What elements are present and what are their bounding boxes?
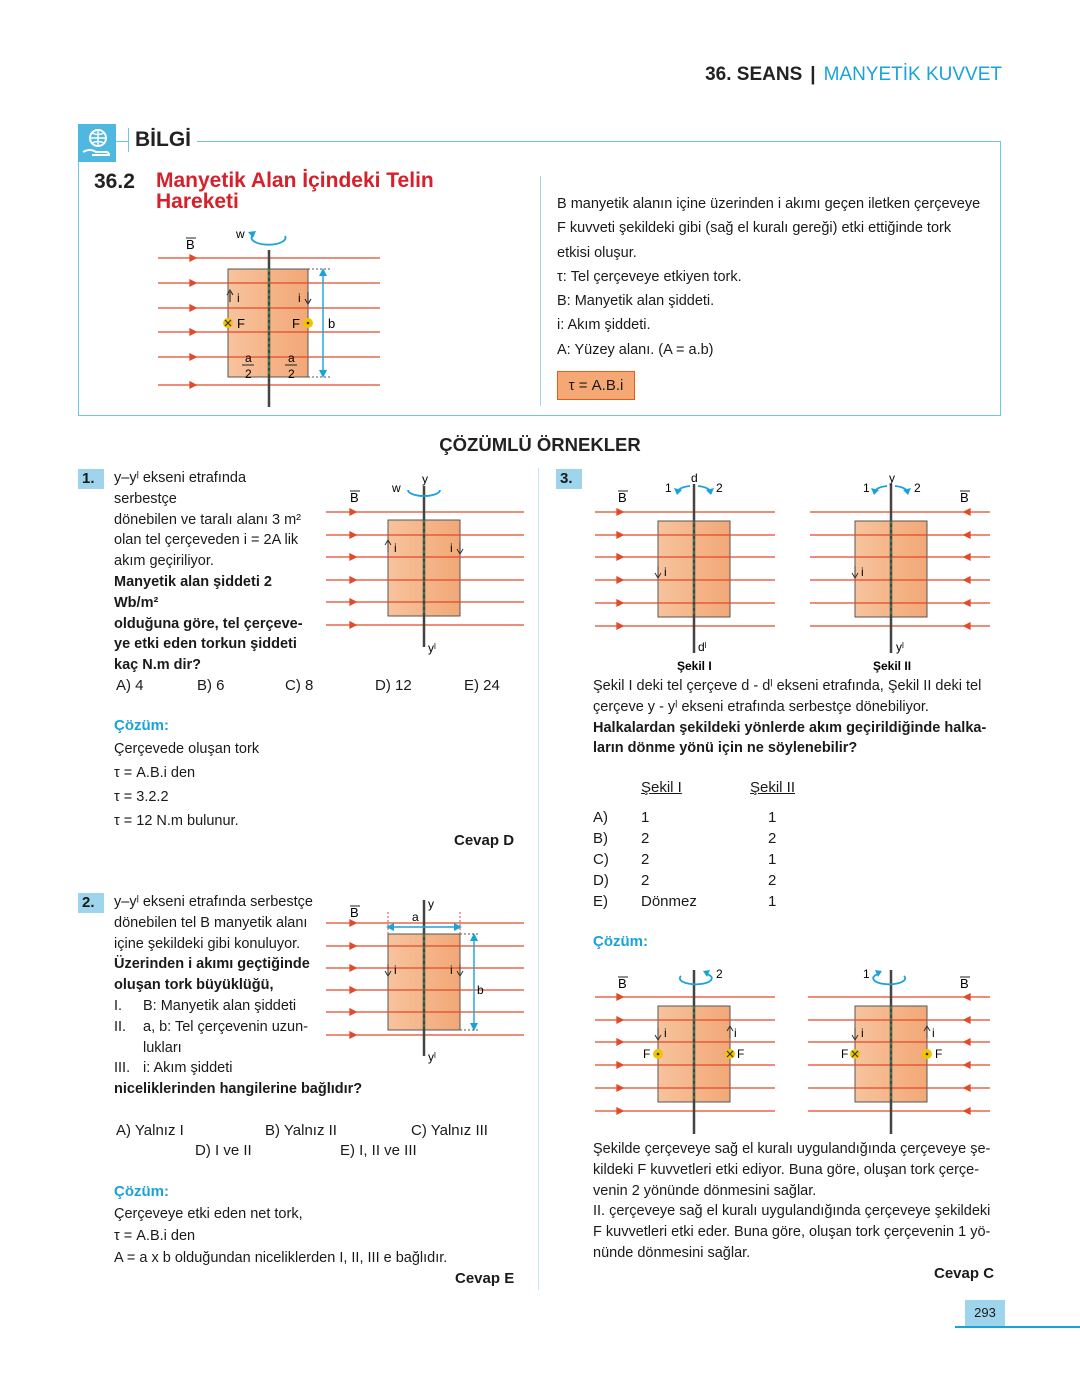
length-b-label: b (477, 983, 484, 997)
q2-solution-line: τ = A.B.i den (114, 1228, 196, 1244)
seans-label: 36. SEANS (705, 64, 803, 85)
q1-line: dönebilen ve taralı alanı 3 m² (114, 511, 301, 528)
q3-options-table (593, 779, 795, 912)
direction-label: 2 (716, 967, 723, 981)
cell: 2 (641, 851, 650, 868)
cell: C) (593, 851, 609, 868)
q2-option-c: C) Yalnız III (411, 1122, 488, 1139)
q2-figure (322, 896, 527, 1066)
b-field-label: B (186, 237, 195, 252)
item-text: B: Manyetik alan şiddeti (143, 997, 297, 1014)
direction-1-label: 1 (665, 481, 672, 495)
force-right-label: F (292, 316, 300, 331)
info-divider (540, 176, 541, 406)
info-line: B: Manyetik alan şiddeti. (557, 293, 715, 310)
q3-text (593, 676, 998, 759)
a-half-right-den: 2 (288, 367, 295, 381)
cell: 2 (768, 872, 777, 889)
b-field-label: B (350, 905, 359, 920)
q2-line: y–yˡ ekseni etrafında serbestçe (114, 894, 313, 910)
item-num: II. (114, 1018, 127, 1035)
a-half-left-num: a (245, 351, 252, 365)
q3-solution-heading: Çözüm: (593, 933, 648, 950)
b-field-label: B (960, 976, 969, 991)
q1-option-c: C) 8 (285, 677, 314, 694)
table-header: Şekil II (750, 779, 796, 796)
cell: 1 (768, 893, 777, 910)
length-b-label: b (328, 316, 336, 331)
cell: 2 (768, 830, 777, 847)
w-label: w (392, 481, 401, 495)
q1-answer: Cevap D (454, 832, 515, 849)
info-hand-globe-icon (78, 124, 116, 162)
q3-line-bold: ların dönme yönü için ne söylenebilir? (593, 740, 858, 757)
q2-line: dönebilen tel B manyetik alanı (114, 914, 308, 931)
cell: E) (593, 893, 608, 910)
cell: 2 (641, 872, 650, 889)
direction-2-label: 2 (914, 481, 921, 495)
q3-solution-line: F kuvvetleri etki eder. Buna göre, oluşan tork çerçevenin 1 yö- (593, 1224, 991, 1241)
bilgi-torque-figure (150, 222, 390, 412)
q3-solution-line: Şekilde çerçeveye sağ el kuralı uygulandığında çerçeveye şe- (593, 1141, 991, 1157)
q1-line-bold: olduğuna göre, tel çerçeve- (114, 615, 303, 632)
q2-line: içine şekildeki gibi konuluyor. (114, 935, 301, 952)
force-left-label: F (643, 1047, 651, 1061)
q1-option-d: D) 12 (375, 677, 412, 694)
direction-2-label: 2 (716, 481, 723, 495)
q3-answer: Cevap C (934, 1265, 995, 1282)
axis-y-prime-label: yˡ (428, 641, 436, 655)
q1-solution-heading: Çözüm: (114, 717, 169, 734)
q2-option-e: E) I, II ve III (340, 1142, 417, 1159)
q2-solution (114, 1203, 447, 1269)
cell: Dönmez (641, 893, 697, 910)
info-line: A: Yüzey alanı. (A = a.b) (557, 341, 714, 358)
q3-solution-line: kildeki F kuvvetleri etki ediyor. Buna göre, oluşan tork çerçe- (593, 1161, 980, 1178)
figure-caption: Şekil II (873, 659, 912, 673)
q1-solution-line: τ = 3.2.2 (114, 789, 169, 805)
table-row (593, 870, 795, 891)
q2-answer: Cevap E (455, 1270, 515, 1287)
current-left-label: i (237, 291, 240, 305)
axis-y-prime-label: yˡ (428, 1050, 436, 1064)
axis-y-prime-label: yˡ (896, 640, 904, 654)
info-line: F kuvveti şekildeki gibi (sağ el kuralı gereği) etki ettiğinde tork (557, 220, 952, 237)
q3-solution-line: nünde dönmesini sağlar. (593, 1244, 751, 1261)
q1-line-bold: ye etki eden torkun şiddeti (114, 636, 297, 653)
table-row (593, 891, 795, 912)
q3-solution-figure-2 (806, 962, 996, 1137)
q2-solution-line: A = a x b olduğundan niceliklerden I, II, III e bağlıdır. (114, 1250, 448, 1266)
cell: 1 (641, 809, 650, 826)
current-right-label: i (450, 541, 453, 555)
axis-d-label: d (691, 471, 698, 485)
section-title: Manyetik Alan İçindeki Telin Hareketi (156, 169, 434, 213)
q2-solution-line: Çerçeveye etki eden net tork, (114, 1206, 303, 1222)
force-left-label: F (841, 1047, 849, 1061)
axis-y-label: y (422, 472, 428, 486)
q1-text (114, 468, 312, 676)
table-header: Şekil I (641, 779, 682, 796)
question-number: 2. (78, 893, 104, 913)
info-line: i: Akım şiddeti. (557, 317, 651, 334)
force-right-label: F (935, 1047, 943, 1061)
cell: D) (593, 872, 609, 889)
cell: B) (593, 830, 608, 847)
q1-line-bold: kaç N.m dir? (114, 657, 202, 674)
question-number: 1. (78, 469, 104, 489)
axis-d-prime-label: dˡ (698, 640, 707, 654)
q3-line-bold: Halkalardan şekildeki yönlerde akım geçirildiğinde halka- (593, 719, 987, 736)
table-row (593, 807, 795, 828)
q1-solution-line: Çerçevede oluşan tork (114, 741, 260, 757)
current-label: i (861, 565, 864, 579)
q3-solution (593, 1139, 998, 1264)
table-row (593, 849, 795, 870)
q2-line-bold: niceliklerinden hangilerine bağlıdır? (114, 1081, 363, 1098)
current-left-label: i (861, 1026, 864, 1040)
b-field-label: B (618, 976, 627, 991)
q1-line: akım geçiriliyor. (114, 553, 214, 570)
page-number: 293 (965, 1300, 1005, 1326)
q1-option-e: E) 24 (464, 677, 500, 694)
q3-figure-1 (593, 470, 783, 675)
info-label: BİLGİ (128, 128, 197, 152)
q2-solution-heading: Çözüm: (114, 1183, 169, 1200)
q1-option-b: B) 6 (197, 677, 225, 694)
current-left-label: i (664, 1026, 667, 1040)
q3-solution-line: II. çerçeveye sağ el kuralı uygulandığında çerçeveye şekildeki (593, 1203, 991, 1220)
current-left-label: i (394, 963, 397, 977)
q2-line-bold: Üzerinden i akımı geçtiğinde (114, 956, 310, 973)
axis-y-label: y (889, 471, 895, 485)
column-divider (538, 468, 539, 1290)
q3-line: Şekil I deki tel çerçeve d - dˡ ekseni etrafında, Şekil II deki tel (593, 678, 982, 694)
current-left-label: i (394, 541, 397, 555)
page-footer-line (955, 1326, 1080, 1328)
q1-line: olan tel çerçeveden i = 2A lik (114, 532, 299, 549)
a-half-right-num: a (288, 351, 295, 365)
current-right-label: i (932, 1026, 935, 1040)
info-line: B manyetik alanın içine üzerinden i akımı geçen iletken çerçeveye (557, 196, 981, 212)
q3-solution-line: venin 2 yönünde dönmesini sağlar. (593, 1182, 817, 1199)
q2-line-bold: oluşan tork büyüklüğü, (114, 977, 274, 994)
examples-title: ÇÖZÜMLÜ ÖRNEKLER (439, 434, 641, 455)
b-field-label: B (960, 490, 969, 505)
q1-solution-line: τ = A.B.i den (114, 765, 196, 781)
force-right-label: F (737, 1047, 745, 1061)
figure-caption: Şekil I (677, 659, 712, 673)
a-half-left-den: 2 (245, 367, 252, 381)
q1-solution (114, 737, 259, 833)
direction-1-label: 1 (863, 481, 870, 495)
q3-line: çerçeve y - yˡ ekseni etrafında serbestçe dönebiliyor. (593, 698, 929, 715)
current-right-label: i (298, 291, 301, 305)
info-text (557, 192, 997, 362)
w-label: w (236, 227, 245, 241)
q1-line-bold: Manyetik alan şiddeti 2 Wb/m² (114, 573, 272, 611)
force-left-label: F (237, 316, 245, 331)
b-field-label: B (618, 490, 627, 505)
axis-y-label: y (428, 897, 434, 911)
q3-solution-figure-1 (593, 962, 783, 1137)
length-a-label: a (412, 910, 419, 924)
cell: 1 (768, 809, 777, 826)
current-right-label: i (734, 1026, 737, 1040)
item-text: i: Akım şiddeti (143, 1060, 233, 1077)
current-right-label: i (450, 963, 453, 977)
torque-formula: τ = A.B.i (557, 371, 635, 400)
q1-figure (322, 472, 527, 657)
q3-figure-2 (808, 470, 998, 675)
item-num: I. (114, 997, 123, 1014)
cell: 2 (641, 830, 650, 847)
q2-option-a: A) Yalnız I (116, 1122, 184, 1139)
current-label: i (664, 565, 667, 579)
direction-label: 1 (863, 967, 870, 981)
q1-solution-line: τ = 12 N.m bulunur. (114, 813, 239, 829)
q2-option-b: B) Yalnız II (265, 1122, 337, 1139)
cell: A) (593, 809, 608, 826)
cell: 1 (768, 851, 777, 868)
topic-label: MANYETİK KUVVET (823, 64, 1002, 85)
section-number: 36.2 (94, 170, 135, 193)
q1-line: y–yˡ ekseni etrafında serbestçe (114, 470, 247, 507)
item-text: lukları (143, 1039, 182, 1056)
item-num: III. (114, 1060, 131, 1077)
info-line: τ: Tel çerçeveye etkiyen tork. (557, 268, 742, 285)
header-separator: | (810, 64, 816, 85)
item-text: a, b: Tel çerçevenin uzun- (143, 1018, 308, 1035)
info-line: etkisi oluşur. (557, 244, 637, 261)
table-row (593, 828, 795, 849)
b-field-label: B (350, 490, 359, 505)
question-number: 3. (556, 469, 582, 489)
q2-option-d: D) I ve II (195, 1142, 252, 1159)
q1-option-a: A) 4 (116, 677, 144, 694)
page-header (705, 64, 1002, 86)
